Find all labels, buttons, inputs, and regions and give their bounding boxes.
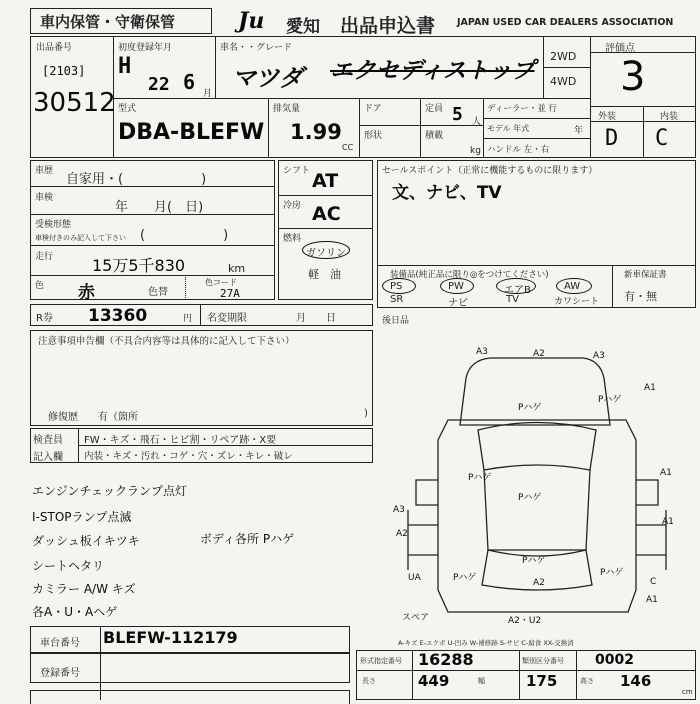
shape-label: 形状 <box>364 131 383 141</box>
cm-unit: cm <box>682 688 693 696</box>
vehicle-grade: エクセディストップ <box>330 58 535 84</box>
interior-label: 内装 <box>660 112 679 122</box>
capacity-label: 定員 <box>425 104 444 114</box>
form-value: ( ) <box>140 228 229 243</box>
r-value: 13360 <box>88 306 148 326</box>
type-label: 形式指定番号 <box>360 657 402 665</box>
damage-mark: A3 <box>393 505 405 515</box>
length-value: 449 <box>418 672 450 690</box>
check-row-2: 内装・キズ・汚れ・コゲ・穴・ズレ・キレ・破レ <box>84 451 293 462</box>
load-label: 積載 <box>425 131 444 141</box>
damage-mark: Pハゲ <box>600 568 624 578</box>
chassis-label: 車台番号 <box>40 638 80 649</box>
warranty-label: 新車保証書 <box>624 270 667 280</box>
mileage-value: 15万5千830 <box>92 256 186 275</box>
equip-item: TV <box>506 294 519 305</box>
reg-month: 6 <box>183 70 196 94</box>
drive-2wd: 2WD <box>550 50 577 63</box>
door-label: ドア <box>364 104 382 114</box>
lot-label: 出品番号 <box>36 43 73 53</box>
damage-mark: Pハゲ <box>522 556 546 566</box>
history-label: 車歴 <box>35 166 54 176</box>
color-code-label: 色コード <box>205 278 237 287</box>
logo-mark: Ju <box>238 8 265 34</box>
interior-grade: C <box>655 126 669 151</box>
model-year-label: モデル 年式 <box>487 124 530 133</box>
vehicle-make: マツダ <box>232 64 304 92</box>
capacity-unit: 人 <box>472 117 482 127</box>
notes-title: 注意事項申告欄（不具合内容等は具体的に記入して下さい） <box>38 336 295 347</box>
note-line: ダッシュ板イキツキ <box>32 534 140 548</box>
lot-small: [2103] <box>42 64 86 78</box>
cc-unit: CC <box>342 143 354 152</box>
inspection-label: 車検 <box>35 193 54 203</box>
model-code: DBA-BLEFW <box>118 120 265 145</box>
year-unit: 年 <box>574 126 584 136</box>
damage-mark: A2 <box>396 529 408 539</box>
r-label: R券 <box>36 313 53 324</box>
damage-mark: A3 <box>476 347 488 357</box>
equip-circle <box>556 278 592 294</box>
repair-history: 修復歴 有（箇所 <box>48 412 138 423</box>
warranty-value: 有・無 <box>624 290 657 303</box>
aircon-label: 冷房 <box>283 201 302 211</box>
damage-mark: スペア <box>402 613 430 623</box>
handle-label: ハンドル 左・右 <box>487 145 550 155</box>
fuel-value: ガソリン <box>306 248 346 259</box>
class-label: 類別区分番号 <box>522 657 564 665</box>
entry-label: 記入欄 <box>33 452 63 463</box>
equip-item: エアB <box>504 285 531 296</box>
note-line: シートヘタリ <box>32 559 105 573</box>
note-line: エンジンチェックランプ点灯 <box>32 484 188 498</box>
type-value: 16288 <box>418 650 474 669</box>
class-value: 0002 <box>595 652 634 668</box>
damage-mark: A2 <box>533 578 545 588</box>
chassis-number: BLEFW-112179 <box>103 628 238 647</box>
form-title: 出品申込書 <box>340 15 436 37</box>
damage-mark: Pハゲ <box>518 493 542 503</box>
damage-mark: A1 <box>660 468 672 478</box>
damage-legend: A-キズ E-エクボ U-凹み W-補修跡 S-サビ C-腐食 XX-交換済 <box>398 639 574 647</box>
reg-label: 初度登録年月 <box>118 43 173 53</box>
fuel-label: 燃料 <box>283 234 302 244</box>
displacement-value: 1.99 <box>290 120 342 144</box>
color-code: 27A <box>220 287 240 300</box>
car-outline-hood <box>460 358 610 425</box>
windshield-outline <box>478 423 596 471</box>
color-label: 色 <box>35 281 45 291</box>
reg-month-unit: 月 <box>203 89 213 99</box>
damage-mark: Pハゲ <box>468 473 492 483</box>
roof-outline <box>484 470 590 550</box>
displacement-label: 排気量 <box>273 104 301 114</box>
reg-era: H <box>118 54 132 79</box>
exterior-grade: D <box>605 126 619 151</box>
inspection-value: 年 月( 日) <box>115 200 204 215</box>
month-day: 月 日 <box>296 313 336 324</box>
right-mirror-outline <box>636 480 658 505</box>
equip-circle <box>440 278 474 294</box>
left-mirror-outline <box>416 480 438 505</box>
damage-mark: A2・U2 <box>508 616 542 626</box>
score-value: 3 <box>620 54 646 100</box>
model-label: 型式 <box>118 104 137 114</box>
width-value: 175 <box>526 672 558 690</box>
rear-glass-label: 後日品 <box>382 316 410 326</box>
yen-unit: 円 <box>183 314 193 324</box>
width-label: 幅 <box>478 677 485 685</box>
reg-number-label: 登録番号 <box>40 668 80 679</box>
damage-mark: Pハゲ <box>518 403 542 413</box>
form-label: 受検形態 <box>35 220 72 230</box>
equip-item: SR <box>390 294 404 305</box>
mileage-label: 走行 <box>35 252 54 262</box>
equip-circle <box>382 278 416 294</box>
inspector-label: 検査員 <box>33 435 63 446</box>
check-row-1: FW・キズ・飛石・ヒビ割・リペア跡・X要 <box>84 435 277 446</box>
equip-circle <box>496 278 536 294</box>
repair-close: ) <box>364 408 368 419</box>
history-value: 自家用・( ) <box>66 172 207 187</box>
shift-label: シフト <box>283 166 311 176</box>
color-value: 赤 <box>78 283 95 303</box>
storage-note: 車内保管・守衛保管 <box>40 13 176 31</box>
aircon-value: AC <box>312 203 341 225</box>
logo-text: 愛知 <box>286 17 320 37</box>
dealer-label: ディーラー・並 行 <box>487 104 558 114</box>
damage-mark: A2 <box>533 349 545 359</box>
damage-mark: UA <box>408 573 421 583</box>
equipment-grid <box>382 278 610 309</box>
diesel-value: 軽 油 <box>308 268 341 281</box>
damage-mark: Pハゲ <box>598 395 622 405</box>
height-label: 高さ <box>580 677 594 685</box>
bottom-strip <box>30 690 350 704</box>
name-change-label: 名変期限 <box>207 313 247 324</box>
form-note: 車検付きのみ記入して下さい <box>35 234 126 242</box>
drive-4wd: 4WD <box>550 75 577 88</box>
equip-item: ナビ <box>448 298 468 309</box>
damage-mark: A1 <box>646 595 658 605</box>
score-label: 評価点 <box>605 43 635 54</box>
equip-item: カワシート <box>554 297 600 307</box>
damage-mark: A1 <box>662 517 674 527</box>
damage-mark: A3 <box>593 351 605 361</box>
damage-mark: Pハゲ <box>453 573 477 583</box>
sales-points: 文、ナビ、TV <box>392 183 502 203</box>
color-change-label: 色替 <box>148 287 168 298</box>
length-label: 長さ <box>362 677 376 685</box>
note-line: 各A・U・Aヘゲ <box>32 605 118 619</box>
exterior-label: 外装 <box>598 112 617 122</box>
damage-mark: C <box>650 577 657 587</box>
note-line: カミラー A/W キズ <box>32 582 136 596</box>
equip-label: 装備品(純正品に限り◎をつけてください) <box>390 270 549 280</box>
load-unit: kg <box>470 146 481 156</box>
capacity-value: 5 <box>452 104 463 125</box>
association-name: JAPAN USED CAR DEALERS ASSOCIATION <box>457 17 674 28</box>
equip-item: PW <box>448 281 464 292</box>
name-label: 車名・・グレード <box>220 43 293 53</box>
equip-item: PS <box>390 281 403 292</box>
reg-year: 22 <box>148 74 170 95</box>
mileage-unit: km <box>228 262 246 275</box>
car-diagram <box>378 330 696 635</box>
shift-value: AT <box>312 170 339 192</box>
height-value: 146 <box>620 672 652 690</box>
sales-label: セールスポイント（正常に機能するものに限ります） <box>382 166 598 176</box>
note-line: I-STOPランプ点滅 <box>32 510 132 524</box>
equip-item: AW <box>564 281 581 292</box>
lot-number: 30512 <box>33 88 116 118</box>
body-note: ボディ各所 Pハゲ <box>200 532 295 546</box>
damage-mark: A1 <box>644 383 656 393</box>
